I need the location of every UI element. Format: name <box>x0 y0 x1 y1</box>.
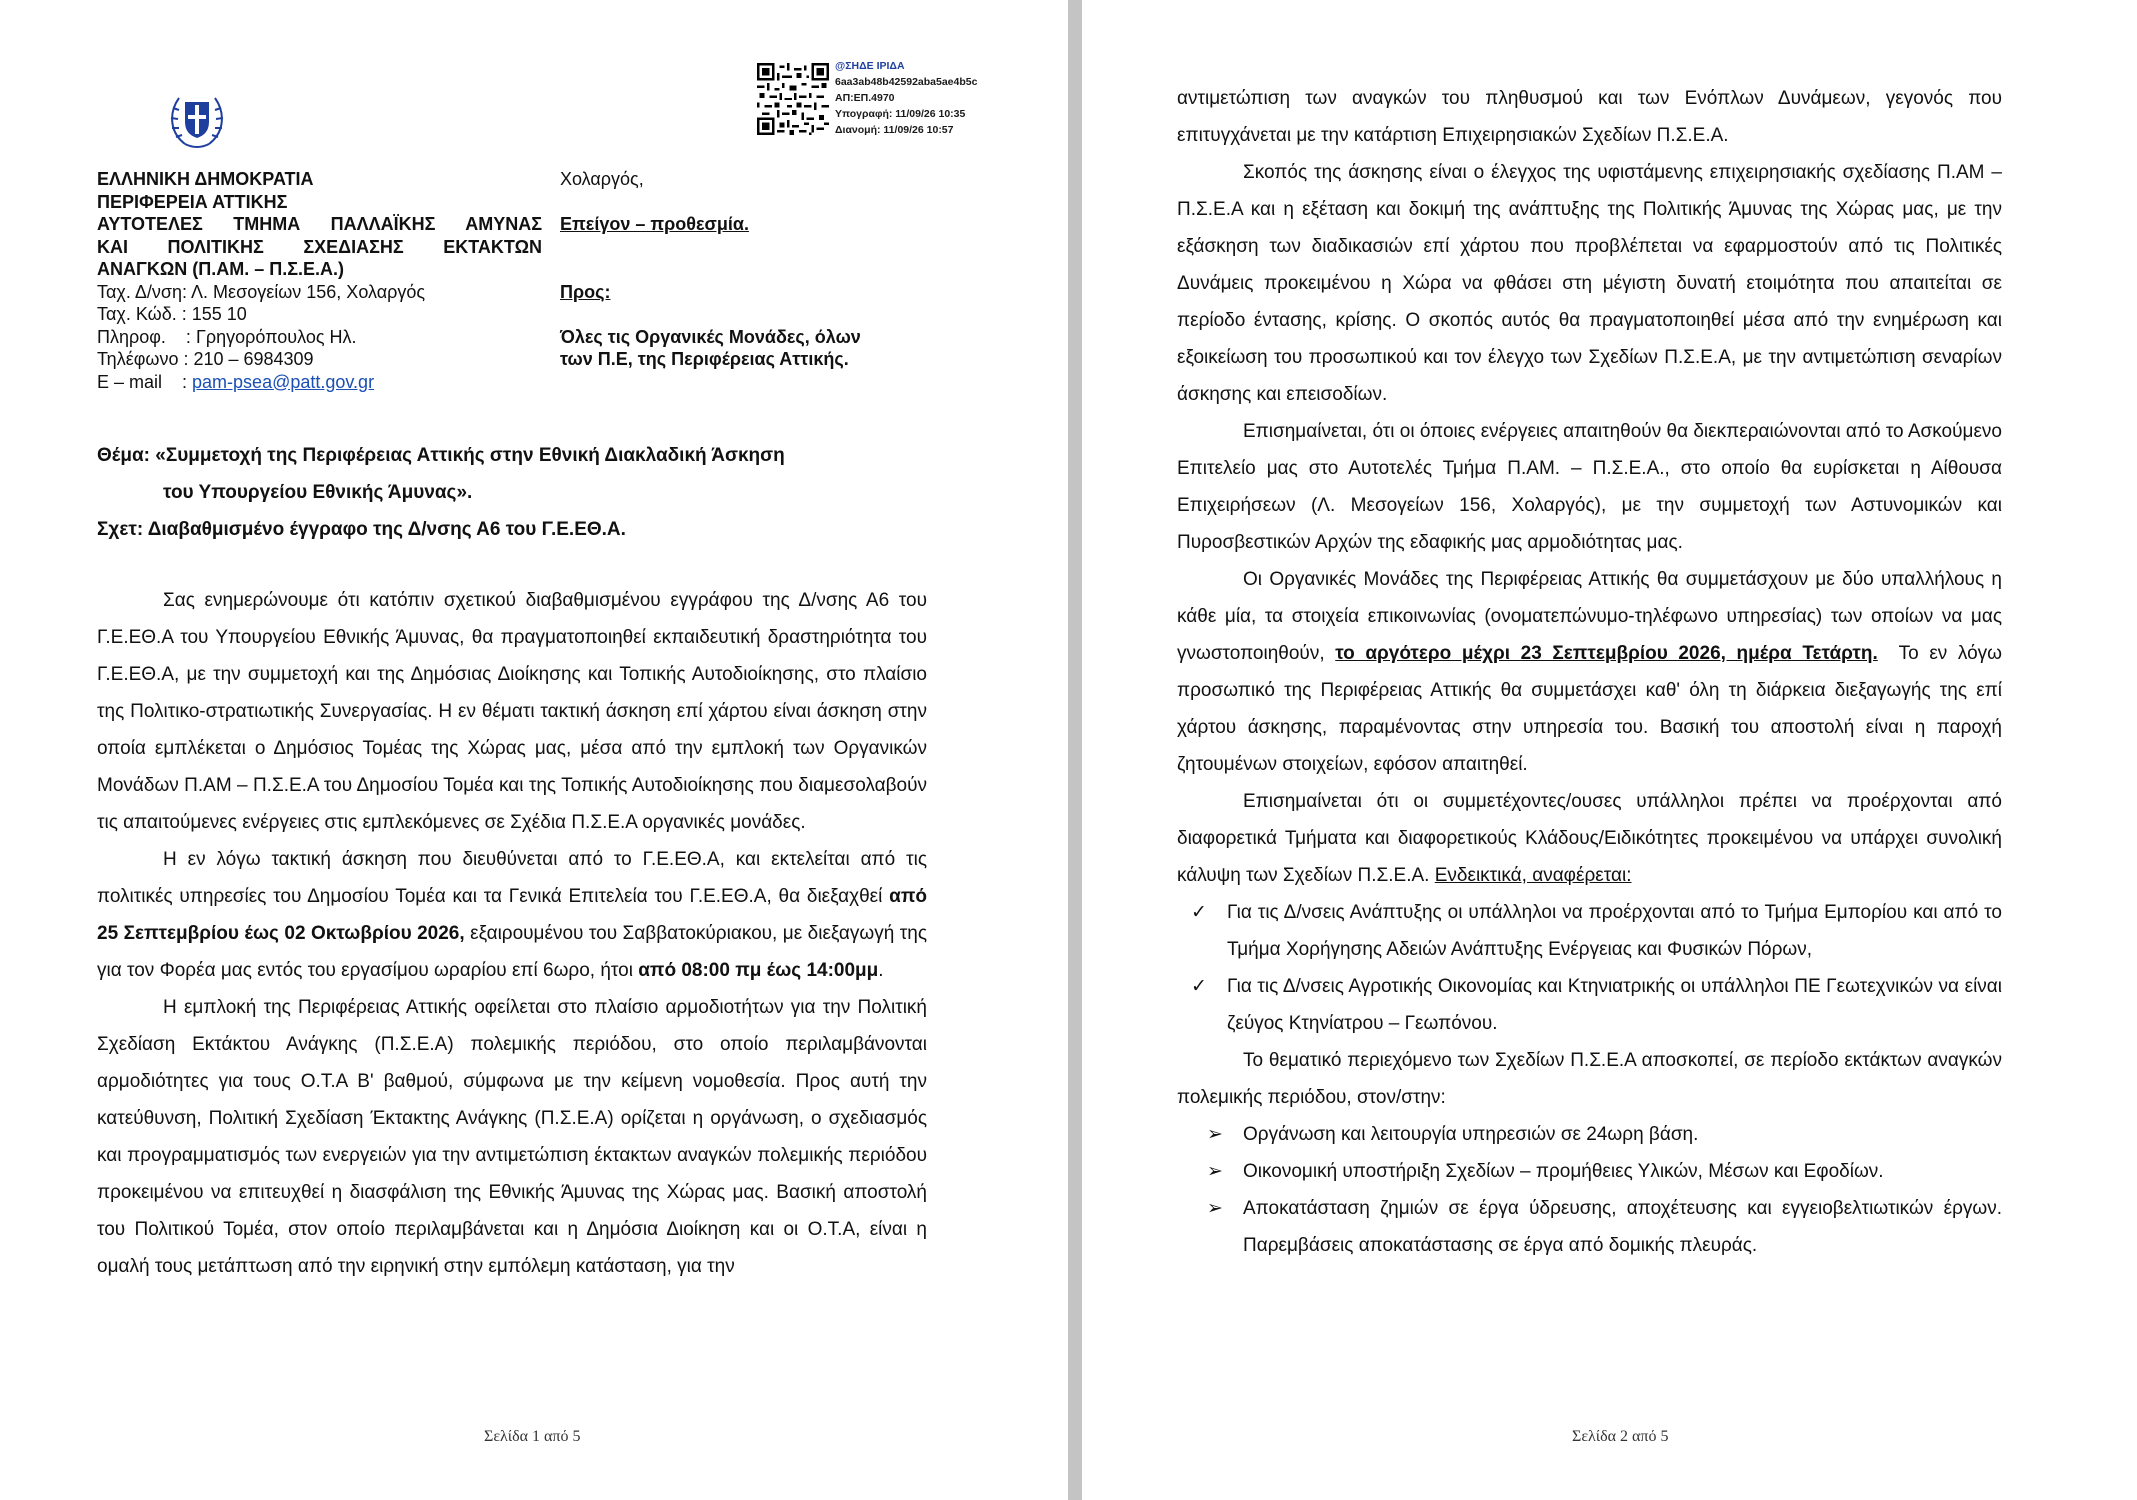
paragraph: αντιμετώπιση των αναγκών του πληθυσμού και των Ενόπλων Δυνάμεων, γεγονός που επιτυγχάνεται με την κατάρτιση Επιχειρησιακών Σχεδίων Π.Σ.Ε.Α. <box>1177 88 2002 146</box>
paragraph: Σκοπός της άσκησης είναι ο έλεγχος της υφιστάμενης επιχειρησιακής σχεδίασης Π.ΑΜ – Π.Σ.Ε.Α και η εξέταση και δοκιμή της ανάπτυξης της Πολιτικής Άμυνας της Χώρας μας, με την εξάσκηση των διαδικασιών επί χάρτου που προβλέπεται να εφαρμοστούν από τις Πολιτικές Δυνάμεις προκειμένου η Χώρα να φθάσει στη μέγιστη δυνατή ετοιμότητα που απαιτείται σε περίοδο έντασης, κρίσης. Ο σκοπός αυτός θα πραγματοποιηθεί μέσα από την ενημέρωση και εξοικείωση του προσωπικού και τον έλεγχο των Σχεδίων Π.Σ.Ε.Α, με την αντιμετώπιση σεναρίων άσκησης και επεισοδίων. <box>1177 162 2002 405</box>
paragraph <box>1177 561 2008 783</box>
check-list <box>1177 894 2002 1042</box>
body-text <box>97 582 927 1285</box>
indicative-label: Ενδεικτικά, αναφέρεται: <box>1434 865 1632 886</box>
subject-line: Θέμα: «Συμμετοχή της Περιφέρειας Αττικής στην Εθνική Διακλαδική Άσκηση <box>97 445 785 466</box>
paragraph: Σας ενημερώνουμε ότι κατόπιν σχετικού διαβαθμισμένου εγγράφου της Δ/νσης Α6 του Γ.Ε.ΕΘ.Α του Υπουργείου Εθνικής Άμυνας, θα πραγματοποιηθεί εκπαιδευτική δραστηριότητα του Γ.Ε.ΕΘ.Α, με την συμμετοχή και της Δημόσιας Διοίκησης και Τοπικής Αυτοδιοίκησης, στο πλαίσιο της Πολιτικο-στρατιωτικής Συνεργασίας. Η εν θέματι τακτική άσκηση επί χάρτου είναι άσκηση στην οποία εμπλέκεται ο Δημόσιος Τομέας της Χώρας μας, μέσα από την εμπλοκή των Οργανικών Μονάδων Π.ΑΜ – Π.Σ.Ε.Α του Δημοσίου Τομέα και της Τοπικής Αυτοδιοίκησης που διαμεσολαβούν τις απαιτούμενες ενέργειες στις εμπλεκόμενες σε Σχέδια Π.Σ.Ε.Α οργανικές μονάδες. <box>97 590 927 833</box>
body-text <box>1177 80 2008 1264</box>
to-label: Προς: <box>560 281 611 302</box>
urgent-label: Επείγον – προθεσμία. <box>560 214 749 234</box>
document-page-1 <box>0 0 1068 1500</box>
reference-line: Σχετ: Διαβαθμισμένο έγγραφο της Δ/νσης Α6 του Γ.Ε.ΕΘ.Α. <box>97 519 626 540</box>
greek-emblem-icon <box>165 88 229 152</box>
email-link[interactable]: pam-psea@patt.gov.gr <box>192 371 375 392</box>
list-item <box>1177 1153 2002 1190</box>
sender-line: ΚΑΙ ΠΟΛΙΤΙΚΗΣ ΣΧΕΔΙΑΣΗΣ ΕΚΤΑΚΤΩΝ <box>97 236 542 257</box>
sender-info: Πληροφ. : Γρηγορόπουλος Ηλ. <box>97 326 357 347</box>
list-item <box>1177 968 2002 1042</box>
sender-phone: Τηλέφωνο : 210 – 6984309 <box>97 349 314 369</box>
text-run: Επισημαίνεται ότι οι συμμετέχοντες/ουσες υπάλληλοι πρέπει να προέρχονται από διαφορετικά Τμήματα και διαφορετικούς Κλάδους/Ειδικότητες προκειμένου να υπάρχει συνολική κάλυψη των Σχεδίων Π.Σ.Ε.Α. <box>1177 791 2002 886</box>
sender-address: Ταχ. Δ/νση: Λ. Μεσογείων 156, Χολαργός <box>97 281 426 302</box>
email-label: E – mail : <box>97 371 193 392</box>
deadline: το αργότερο μέχρι 23 Σεπτεμβρίου 2026, ημέρα Τετάρτη. <box>1335 643 1878 664</box>
signature-system: @ΣΗΔΕ ΙΡΙΔΑ <box>835 60 905 72</box>
qr-code-icon <box>757 60 829 138</box>
sender-line: ΑΥΤΟΤΕΛΕΣ ΤΜΗΜΑ ΠΑΛΛΑΪΚΗΣ ΑΜΥΝΑΣ <box>97 214 542 234</box>
arrow-bullet-icon: ➢ <box>1207 1161 1223 1182</box>
paragraph <box>97 841 927 989</box>
page-footer: Σελίδα 1 από 5 <box>484 1428 581 1445</box>
page-footer: Σελίδα 2 από 5 <box>1572 1428 1669 1445</box>
paragraph: Επισημαίνεται, ότι οι όποιες ενέργειες απαιτηθούν θα διεκπεραιώνονται από το Ασκούμενο Επιτελείο μας στο Αυτοτελές Τμήμα Π.ΑΜ. – Π.Σ.Ε.Α., στο οποίο θα ευρίσκεται η Αίθουσα Επιχειρήσεων (Λ. Μεσογείων 156, Χολαργός), με την συμμετοχή των Αστυνομικών και Πυροσβεστικών Αρχών της εδαφικής μας αρμοδιότητας μας. <box>1177 421 2002 553</box>
distribution-date: Διανομή: 11/09/26 10:57 <box>835 124 954 136</box>
document-page-2 <box>1082 0 2137 1500</box>
text-run: εξαιρουμένου του Σαββατοκύριακου, με διεξαγωγή της για τον Φορέα μας εντός του εργασίμου ωραρίου επί 6ωρο, ήτοι <box>97 923 927 981</box>
list-item-text: Για τις Δ/νσεις Ανάπτυξης οι υπάλληλοι να προέρχονται από το Τμήμα Εμπορίου και από το Τμήμα Χορήγησης Αδειών Ανάπτυξης Ενέργειας και Φυσικών Πόρων, <box>1227 902 2002 960</box>
arrow-bullet-icon: ➢ <box>1207 1198 1223 1219</box>
arrow-bullet-icon: ➢ <box>1207 1124 1223 1145</box>
page-divider <box>1068 0 1082 1500</box>
exercise-dates: από 25 Σεπτεμβρίου έως 02 Οκτωβρίου 2026, <box>97 886 927 944</box>
to-line: των Π.Ε, της Περιφέρειας Αττικής. <box>560 349 849 369</box>
paragraph <box>1177 783 2002 894</box>
sender-line: ΠΕΡΙΦΕΡΕΙΑ ΑΤΤΙΚΗΣ <box>97 191 288 212</box>
digital-signature-block <box>835 58 977 138</box>
list-item <box>1177 1190 2002 1264</box>
signature-hash: 6aa3ab48b42592aba5ae4b5c <box>835 76 978 88</box>
check-icon: ✓ <box>1191 902 1207 923</box>
list-item-text: Οικονομική υποστήριξη Σχεδίων – προμήθειες Υλικών, Μέσων και Εφοδίων. <box>1243 1161 1884 1182</box>
signature-date: Υπογραφή: 11/09/26 10:35 <box>835 108 966 120</box>
sender-postcode: Ταχ. Κώδ. : 155 10 <box>97 304 247 324</box>
check-icon: ✓ <box>1191 976 1207 997</box>
text-run: . <box>878 960 884 981</box>
sender-line: ΑΝΑΓΚΩΝ (Π.ΑΜ. – Π.Σ.Ε.Α.) <box>97 259 345 279</box>
arrow-list <box>1177 1116 2002 1264</box>
to-line: Όλες τις Οργανικές Μονάδες, όλων <box>560 326 861 347</box>
paragraph: Η εμπλοκή της Περιφέρειας Αττικής οφείλεται στο πλαίσιο αρμοδιοτήτων για την Πολιτική Σχεδίαση Εκτάκτου Ανάγκης (Π.Σ.Ε.Α) πολεμικής περιόδου, στο οποίο περιλαμβάνονται αρμοδιότητες για τους Ο.Τ.Α Β' βαθμού, σύμφωνα με την κείμενη νομοθεσία. Προς αυτή την κατεύθυνση, Πολιτική Σχεδίαση Έκτακτης Ανάγκης (Π.Σ.Ε.Α) ορίζεται η οργάνωση, ο σχεδιασμός και προγραμματισμός των ενεργειών για την αντιμετώπιση έκτακτων αναγκών πολεμικής περιόδου προκειμένου να επιτευχθεί η διασφάλιση της Εθνικής Άμυνας της Χώρας μας. Βασική αποστολή του Πολιτικού Τομέα, στον οποίο περιλαμβάνεται και η Δημόσια Διοίκηση και οι Ο.Τ.Α, είναι η ομαλή τους μετάπτωση από την ειρηνική στην εμπόλεμη κατάσταση, για την <box>97 997 927 1277</box>
place: Χολαργός, <box>560 169 644 189</box>
list-item-text: Αποκατάσταση ζημιών σε έργα ύδρευσης, αποχέτευσης και εγγειοβελτιωτικών έργων. Παρεμβάσεις αποκατάστασης σε έργα από δομικής πλευράς. <box>1243 1198 2002 1256</box>
protocol-number: ΑΠ:ΕΠ.4970 <box>835 92 895 104</box>
text-run: Οι Οργανικές Μονάδες της Περιφέρειας Αττικής θα συμμετάσχουν με δύο υπαλλήλους η κάθε μία, τα στοιχεία επικοινωνίας (ονοματεπώνυμο-τηλέφωνο υπηρεσίας) των οποίων να μας γνωστοποιηθούν, <box>1177 569 2002 664</box>
list-item <box>1177 894 2002 968</box>
paragraph: Το θεματικό περιεχόμενο των Σχεδίων Π.Σ.Ε.Α αποσκοπεί, σε περίοδο εκτάκτων αναγκών πολεμικής περιόδου, στον/στην: <box>1177 1050 2002 1108</box>
subject-line: του Υπουργείου Εθνικής Άμυνας». <box>163 482 473 503</box>
recipient-block <box>560 168 920 371</box>
list-item <box>1177 1116 2002 1153</box>
text-run: Το εν λόγω προσωπικό της Περιφέρειας Αττικής θα συμμετάσχει καθ' όλη τη διάρκεια διεξαγωγής της επί χάρτου άσκησης, παραμένοντας στην υπηρεσία του. Βασική του αποστολή είναι η παροχή ζητουμένων στοιχείων, εφόσον απαιτηθεί. <box>1177 643 2008 775</box>
list-item-text: Για τις Δ/νσεις Αγροτικής Οικονομίας και Κτηνιατρικής οι υπάλληλοι ΠΕ Γεωτεχνικών να είναι ζεύγος Κτηνίατρου – Γεωπόνου. <box>1227 976 2002 1034</box>
sender-email-row <box>97 371 542 394</box>
exercise-hours: από 08:00 πμ έως 14:00μμ <box>638 960 879 981</box>
list-item-text: Οργάνωση και λειτουργία υπηρεσιών σε 24ωρη βάση. <box>1243 1124 1699 1145</box>
sender-block <box>97 168 542 393</box>
text-run: Η εν λόγω τακτική άσκηση που διευθύνεται από το Γ.Ε.ΕΘ.Α, και εκτελείται από τις πολιτικές υπηρεσίες του Δημοσίου Τομέα και τα Γενικά Επιτελεία του Γ.Ε.ΕΘ.Α, θα διεξαχθεί <box>97 849 927 907</box>
subject-block <box>97 437 947 548</box>
sender-line: ΕΛΛΗΝΙΚΗ ΔΗΜΟΚΡΑΤΙΑ <box>97 169 314 189</box>
